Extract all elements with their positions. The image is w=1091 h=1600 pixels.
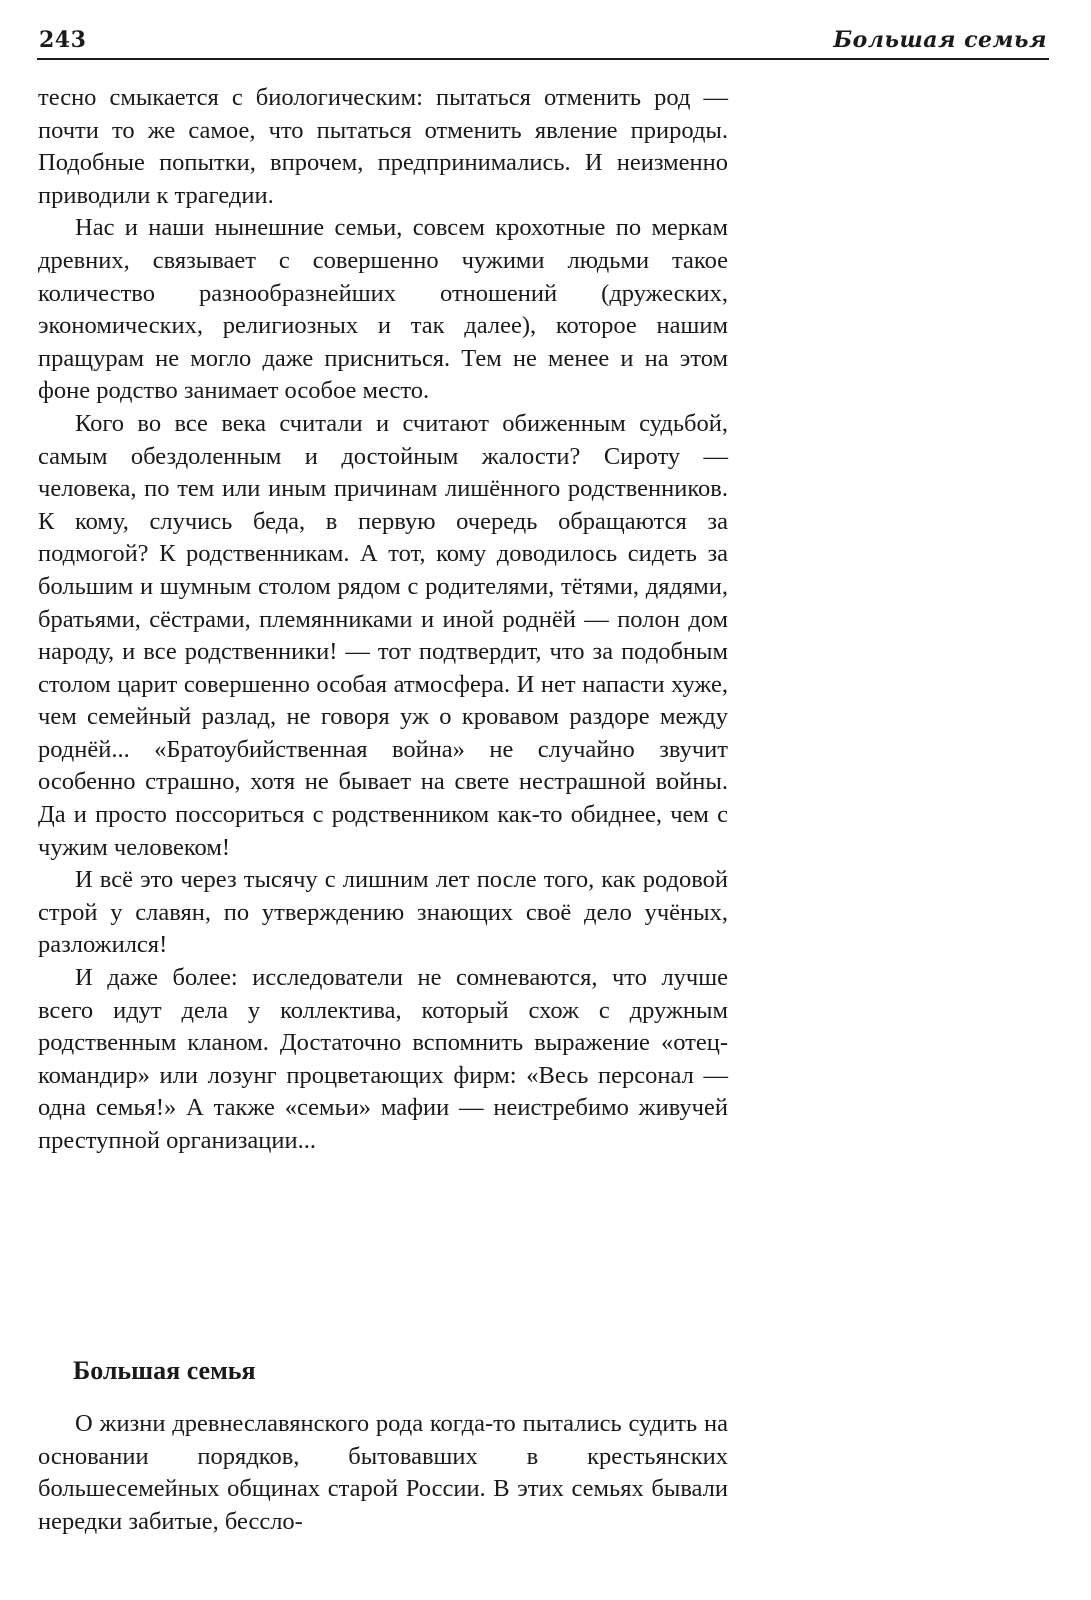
running-title: Большая семья <box>833 27 1047 53</box>
paragraph-continuation: тесно смыкается с биологическим: пытаться отменить род — почти то же самое, что пытаться отменить явление природы. Подобные попытки, впрочем, предпринимались. И неизменно приводили к трагедии. <box>38 84 728 209</box>
paragraph: Нас и наши нынешние семьи, совсем крохотные по меркам древних, связывает с совершенно чужими людьми такое количество разнообразнейших отношений (дружеских, экономических, религиозных и так далее), которое нашим пращурам не могло даже присниться. Тем не менее и на этом фоне родство занимает особое место. <box>38 214 728 405</box>
paragraph: Кого во все века считали и считают обиженным судьбой, самым обездоленным и достойным жалости? Сироту — человека, по тем или иным причинам лишённого родственников. К кому, случись беда, в первую очередь обращаются за подмогой? К родственникам. А тот, кому доводилось сидеть за большим и шумным столом рядом с родителями, тётями, дядями, братьями, сёстрами, племянниками и иной роднёй — полон дом народу, и все родственники! — тот подтвердит, что за подобным столом царит совершенно особая атмосфера. И нет напасти хуже, чем семейный разлад, не говоря уж о кровавом раздоре между роднёй... «Братоубийственная война» не случайно звучит особенно страшно, хотя не бывает на свете нестрашной войны. Да и просто поссориться с родственником как-то обиднее, чем с чужим человеком! <box>38 409 728 861</box>
paragraph: О жизни древнеславянского рода когда-то пытались судить на основании порядков, бытовавших в крестьянских большесемейных общинах старой России. В этих семьях бывали нередки забитые, бессло- <box>38 1410 728 1535</box>
section-text <box>38 1408 728 1538</box>
section-heading: Большая семья <box>73 1356 256 1385</box>
page-number: 243 <box>39 27 87 53</box>
body-text <box>38 82 728 1158</box>
paragraph: И даже более: исследователи не сомневаются, что лучше всего идут дела у коллектива, который схож с дружным родственным кланом. Достаточно вспомнить выражение «отец-командир» или лозунг процветающих фирм: «Весь персонал — одна семья!» А также «семьи» мафии — неистребимо живучей преступной организации... <box>38 964 728 1154</box>
running-head <box>37 24 1049 60</box>
paragraph: И всё это через тысячу с лишним лет после того, как родовой строй у славян, по утверждению знающих своё дело учёных, разложился! <box>38 866 728 959</box>
